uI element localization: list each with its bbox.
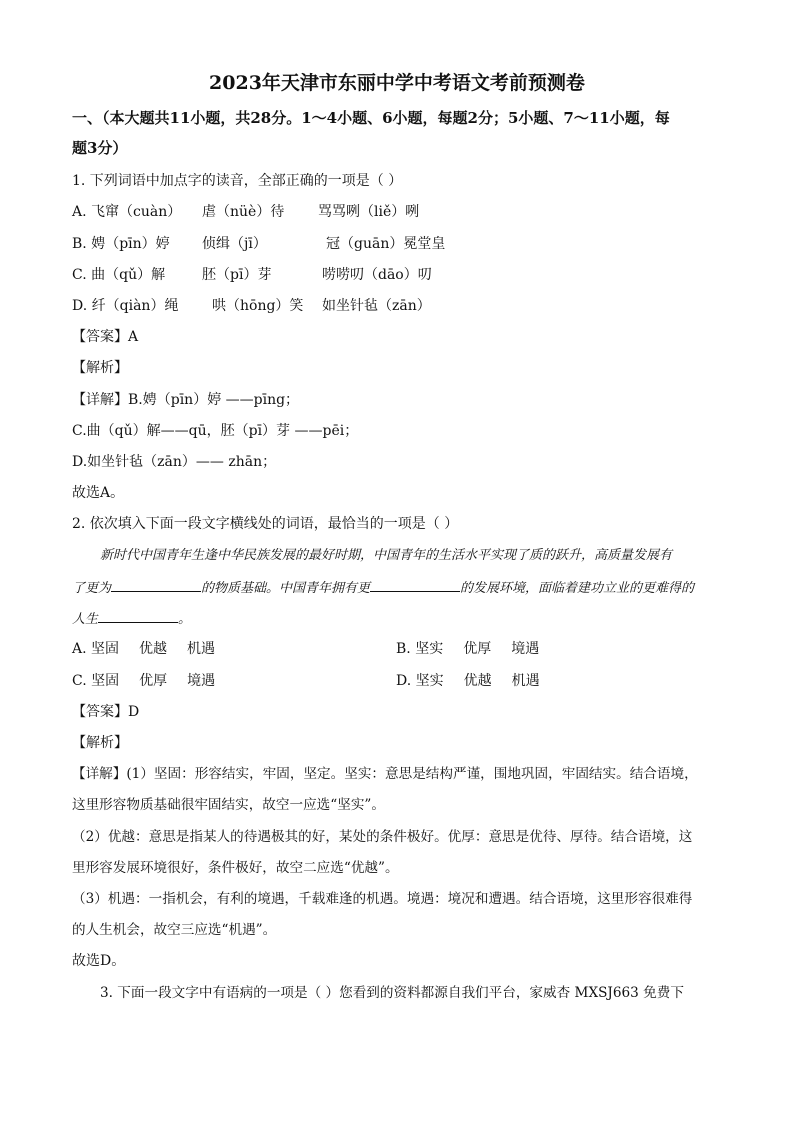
section-heading-line1: 一、（本大题共11小题，共28分。1～4小题、6小题，每题2分；5小题、7～11小题，每 (72, 109, 670, 127)
q2-blank-1 (111, 577, 201, 592)
q2-detail-2b: 里形容发展环境很好，条件极好，故空二应选“优越”。 (72, 860, 399, 876)
q1-option-b-word3: 冠（guān）冕堂皇 (326, 236, 446, 252)
q1-stem: 1. 下列词语中加点字的读音，全部正确的一项是（ ） (72, 173, 403, 189)
q1-option-d: D. 纤（qiàn）绳 (72, 298, 179, 314)
q1-option-d-word2: 哄（hōng）笑 (212, 298, 304, 314)
q2-detail-3b: 的人生机会，故空三应选“机遇”。 (72, 922, 277, 938)
q2-detail-3a: （3）机遇：一指机会，有利的境遇，千载难逢的机遇。境遇：境况和遭遇。结合语境，这里形容很难得 (72, 891, 693, 907)
q1-answer: 【答案】A (72, 329, 139, 345)
q1-option-c-word3: 唠唠叨（dāo）叨 (322, 267, 432, 283)
q2-option-d: D. 坚实 优越 机遇 (396, 673, 540, 689)
q1-option-c-word2: 胚（pī）芽 (202, 267, 272, 283)
q2-option-c: C. 坚固 优厚 境遇 (72, 673, 216, 689)
q2-blank-3 (98, 608, 178, 623)
q1-option-a-word2: 虐（nüè）待 (202, 204, 285, 220)
section-heading-line2: 题3分） (72, 139, 128, 157)
q2-stem: 2. 依次填入下面一段文字横线处的词语，最恰当的一项是（ ） (72, 516, 459, 532)
page-title: 2023年天津市东丽中学中考语文考前预测卷 (209, 72, 585, 94)
q1-conclusion: 故选A。 (72, 485, 125, 501)
q2-option-a: A. 坚固 优越 机遇 (72, 641, 216, 657)
q1-option-b: B. 娉（pīn）婷 (72, 236, 170, 252)
q2-detail-2a: （2）优越：意思是指某人的待遇极其的好，某处的条件极好。优厚：意思是优待、厚待。结合语境，这 (72, 829, 693, 845)
q2-analysis-heading: 【解析】 (72, 735, 128, 751)
q1-analysis-heading: 【解析】 (72, 360, 128, 376)
q1-option-a-word3: 骂骂咧（liě）咧 (318, 204, 420, 220)
q1-detail-1: 【详解】B.娉（pīn）婷 ——pīng； (72, 392, 300, 408)
q2-detail-1b: 这里形容物质基础很牢固结实，故空一应选“坚实”。 (72, 797, 385, 813)
q1-detail-3: D.如坐针毡（zān）—— zhān； (72, 454, 277, 470)
q2-conclusion: 故选D。 (72, 953, 126, 969)
q2-detail-1a: 【详解】(1）坚固：形容结实，牢固，坚定。坚实：意思是结构严谨，围地巩固，牢固结实。结合语境， (72, 766, 698, 782)
q2-passage-line1: 新时代中国青年生逢中华民族发展的最好时期，中国青年的生活水平实现了质的跃升，高质量发展有 (100, 548, 673, 563)
q2-option-b: B. 坚实 优厚 境遇 (396, 641, 540, 657)
q2-passage-line2: 了更为 的物质基础。中国青年拥有更 的发展环境，面临着建功立业的更难得的 (72, 577, 694, 599)
q1-option-b-word2: 侦缉（jī） (202, 236, 267, 252)
q1-option-a: A. 飞窜（cuàn） (72, 204, 182, 220)
q3-stem: 3. 下面一段文字中有语病的一项是（ ）您看到的资料都源自我们平台，家威杏 MXSJ663 免费下 (100, 985, 684, 1001)
q2-answer: 【答案】D (72, 704, 140, 720)
q1-option-c: C. 曲（qǔ）解 (72, 267, 166, 283)
q1-option-d-word3: 如坐针毡（zān） (322, 298, 431, 314)
q2-blank-2 (370, 577, 460, 592)
q1-detail-2: C.曲（qǔ）解——qū，胚（pī）芽 ——pēi； (72, 423, 359, 439)
q2-passage-line3: 人生 。 (72, 608, 191, 630)
